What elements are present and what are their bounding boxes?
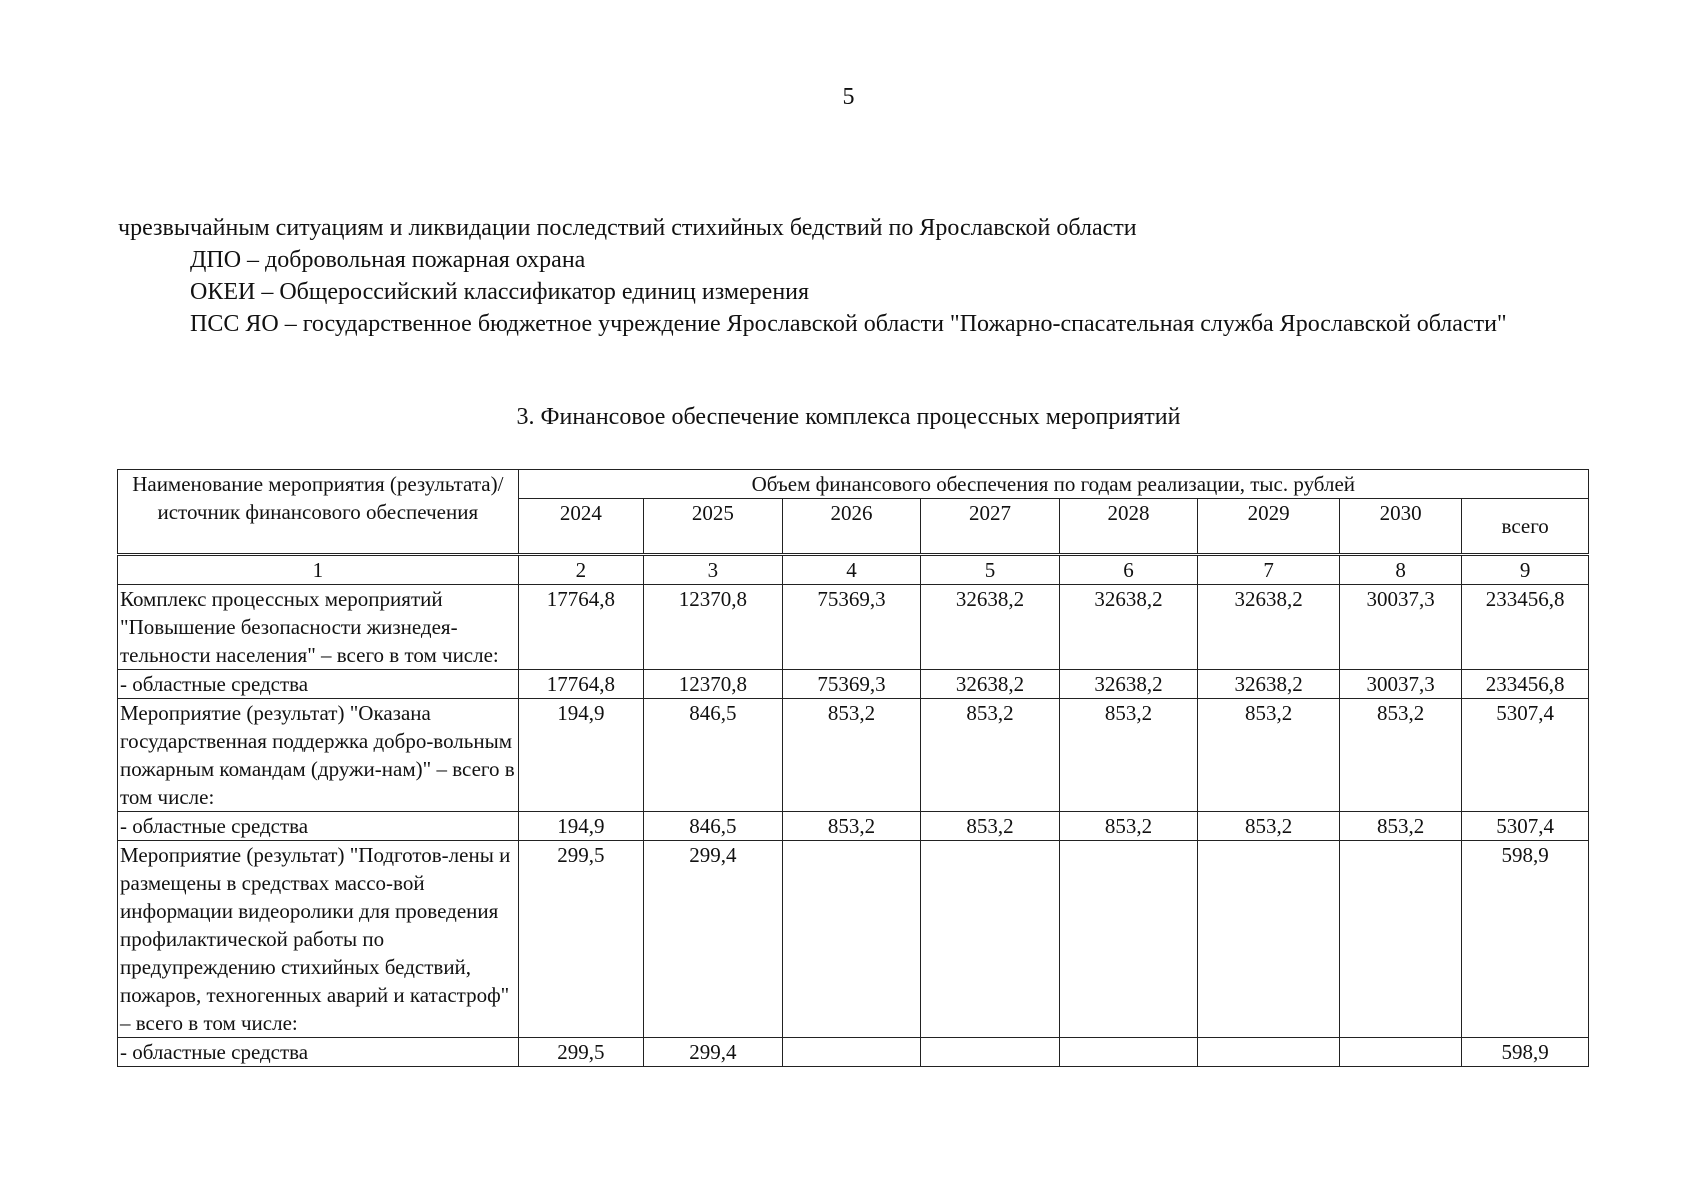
column-number: 4 [782,555,921,585]
row-value: 853,2 [1059,812,1198,841]
header-year: 2025 [644,499,783,555]
row-value: 853,2 [1198,699,1340,812]
column-number: 1 [118,555,519,585]
row-value: 846,5 [644,812,783,841]
table-row [118,670,1589,699]
row-value: 299,5 [518,841,644,1038]
page-number: 5 [842,84,855,110]
row-value [1339,1038,1461,1067]
row-value: 32638,2 [921,670,1060,699]
abbreviation-dpo: ДПО – добровольная пожарная охрана [190,247,586,273]
row-total: 598,9 [1462,841,1589,1038]
header-year: 2030 [1339,499,1461,555]
row-value: 853,2 [782,812,921,841]
table-row [118,699,1589,812]
row-value [1059,1038,1198,1067]
row-total: 5307,4 [1462,699,1589,812]
row-value: 853,2 [1339,699,1461,812]
row-value [921,841,1060,1038]
row-value: 32638,2 [1198,670,1340,699]
header-year: 2028 [1059,499,1198,555]
abbreviation-continued: чрезвычайным ситуациям и ликвидации последствий стихийных бедствий по Ярославской области [118,215,1137,241]
column-number: 5 [921,555,1060,585]
row-value: 846,5 [644,699,783,812]
row-total: 233456,8 [1462,670,1589,699]
header-year: 2027 [921,499,1060,555]
row-name: Мероприятие (результат) "Оказана государственная поддержка добро-вольным пожарным командам (дружи-нам)" – всего в том числе: [118,699,519,812]
column-number: 3 [644,555,783,585]
row-value: 30037,3 [1339,670,1461,699]
row-value: 12370,8 [644,585,783,670]
row-value [782,1038,921,1067]
row-value: 299,5 [518,1038,644,1067]
table-row [118,812,1589,841]
row-name: - областные средства [118,670,519,699]
row-value: 853,2 [1198,812,1340,841]
row-value [1339,841,1461,1038]
financing-table [117,469,1589,1067]
row-value: 17764,8 [518,670,644,699]
header-year: 2029 [1198,499,1340,555]
row-total: 5307,4 [1462,812,1589,841]
section-title: 3. Финансовое обеспечение комплекса процессных мероприятий [516,404,1181,430]
row-value: 12370,8 [644,670,783,699]
table-row [118,585,1589,670]
row-total: 233456,8 [1462,585,1589,670]
row-value: 30037,3 [1339,585,1461,670]
row-value: 853,2 [1339,812,1461,841]
row-value: 32638,2 [1059,670,1198,699]
column-number: 7 [1198,555,1340,585]
row-value: 194,9 [518,812,644,841]
column-number: 9 [1462,555,1589,585]
table-row [118,1038,1589,1067]
row-value: 32638,2 [1059,585,1198,670]
column-numbers-row [118,555,1589,585]
row-value [921,1038,1060,1067]
row-value [1059,841,1198,1038]
row-value: 194,9 [518,699,644,812]
row-total: 598,9 [1462,1038,1589,1067]
row-value [782,841,921,1038]
row-name: - областные средства [118,812,519,841]
row-value: 853,2 [1059,699,1198,812]
header-total: всего [1462,499,1589,555]
row-value: 32638,2 [1198,585,1340,670]
table-row [118,841,1589,1038]
row-value: 853,2 [921,699,1060,812]
header-row [118,470,1589,499]
column-number: 2 [518,555,644,585]
header-name-cell: Наименование мероприятия (результата)/ источник финансового обеспечения [118,470,519,555]
row-value: 32638,2 [921,585,1060,670]
header-year: 2024 [518,499,644,555]
row-value: 75369,3 [782,670,921,699]
header-group-cell: Объем финансового обеспечения по годам реализации, тыс. рублей [518,470,1588,499]
abbreviations-list [118,212,1590,340]
abbreviation-pss-yao: ПСС ЯО – государственное бюджетное учреждение Ярославской области "Пожарно-спасательная служба Ярославской области" [190,311,1507,337]
row-name: Комплекс процессных мероприятий "Повышение безопасности жизнедея-тельности населения" – всего в том числе: [118,585,519,670]
column-number: 8 [1339,555,1461,585]
abbreviation-okei: ОКЕИ – Общероссийский классификатор единиц измерения [190,279,810,305]
row-value: 299,4 [644,841,783,1038]
column-number: 6 [1059,555,1198,585]
row-name: Мероприятие (результат) "Подготов-лены и размещены в средствах массо-вой информации видеоролики для проведения профилактической работы по предупреждению стихийных бедствий, пожаров, техногенных аварий и катастроф" – всего в том числе: [118,841,519,1038]
row-value [1198,1038,1340,1067]
row-value: 299,4 [644,1038,783,1067]
header-year: 2026 [782,499,921,555]
row-value [1198,841,1340,1038]
row-value: 853,2 [921,812,1060,841]
row-name: - областные средства [118,1038,519,1067]
row-value: 17764,8 [518,585,644,670]
row-value: 853,2 [782,699,921,812]
row-value: 75369,3 [782,585,921,670]
